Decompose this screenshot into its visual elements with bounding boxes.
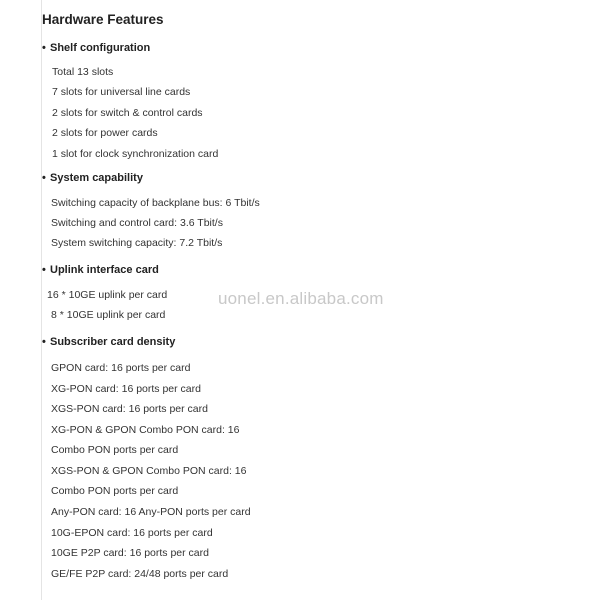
list-item: 10GE P2P card: 16 ports per card [51,547,209,559]
list-item: System switching capacity: 7.2 Tbit/s [51,237,223,249]
list-item: Total 13 slots [52,66,114,78]
section-heading-subscriber-card-density: • Subscriber card density [42,336,176,348]
list-item: Any-PON card: 16 Any-PON ports per card [51,506,251,518]
list-item: 2 slots for switch & control cards [52,107,203,119]
watermark: uonel.en.alibaba.com [218,289,384,308]
section-heading-system-capability: • System capability [42,172,143,184]
page-title: Hardware Features [42,12,164,27]
bullet-icon: • [42,336,46,348]
bullet-icon: • [42,42,46,54]
list-item: XGS-PON card: 16 ports per card [51,403,208,415]
left-border [41,0,42,600]
list-item: GPON card: 16 ports per card [51,362,191,374]
list-item: XGS-PON & GPON Combo PON card: 16 [51,465,247,477]
bullet-icon: • [42,172,46,184]
section-heading-shelf-configuration: • Shelf configuration [42,42,151,54]
list-item: Combo PON ports per card [51,485,179,497]
list-item: 16 * 10GE uplink per card [47,289,168,301]
list-item: 7 slots for universal line cards [52,86,191,98]
list-item: Switching capacity of backplane bus: 6 Tbit/s [51,197,260,209]
bullet-icon: • [42,264,46,276]
section-heading-uplink-interface-card: • Uplink interface card [42,264,159,276]
list-item: 2 slots for power cards [52,127,158,139]
list-item: 10G-EPON card: 16 ports per card [51,527,213,539]
list-item: Combo PON ports per card [51,444,179,456]
list-item: XG-PON & GPON Combo PON card: 16 [51,424,240,436]
list-item: GE/FE P2P card: 24/48 ports per card [51,568,229,580]
list-item: XG-PON card: 16 ports per card [51,383,201,395]
list-item: Switching and control card: 3.6 Tbit/s [51,217,223,229]
list-item: 8 * 10GE uplink per card [51,309,166,321]
list-item: 1 slot for clock synchronization card [52,148,219,160]
